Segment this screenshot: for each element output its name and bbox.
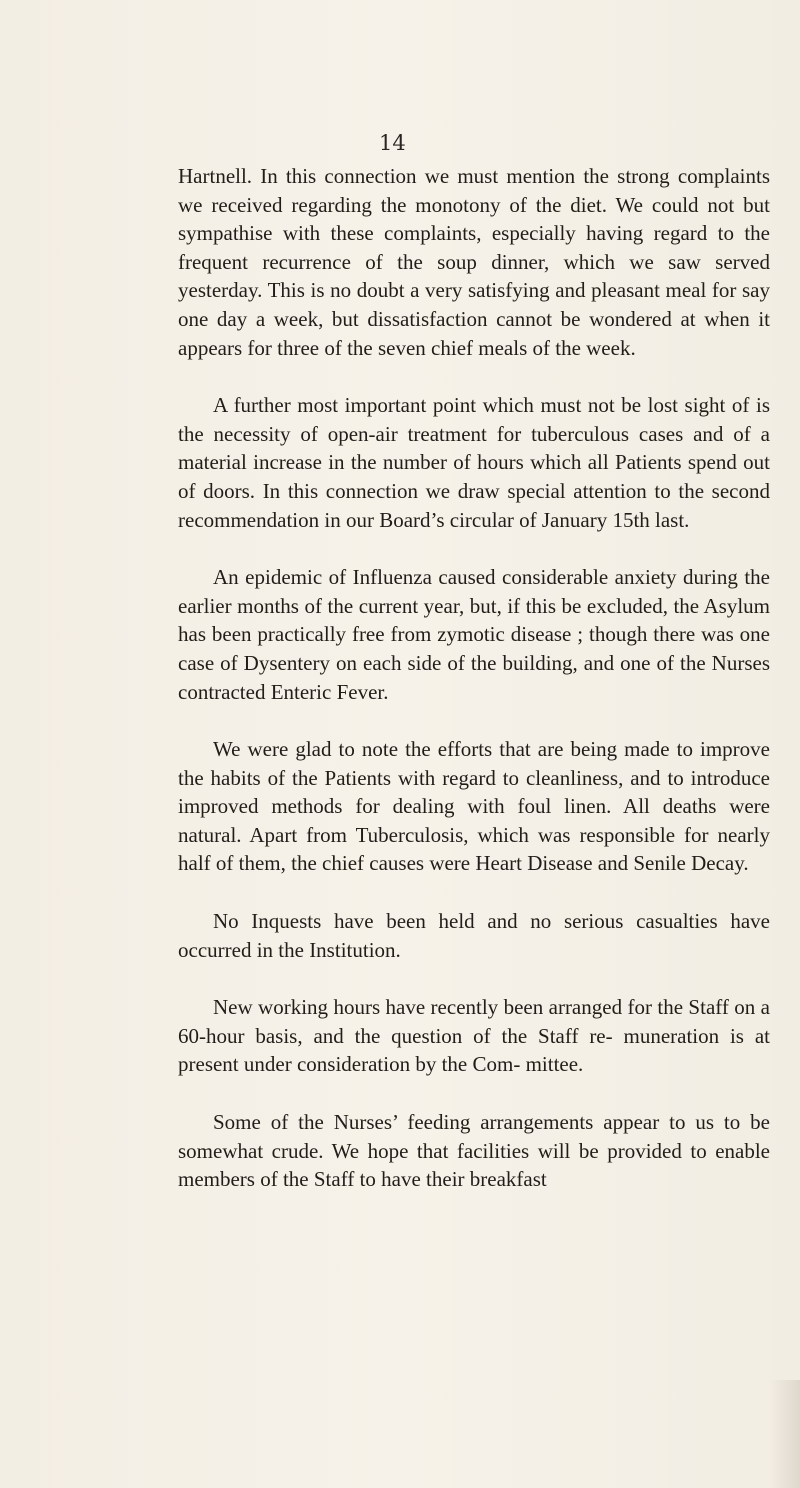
page-edge-shadow: [770, 1380, 800, 1488]
paragraph-open-air-treatment: A further most important point which must not be lost sight of is the necessity of open-air treatment for tuberculous cases and of a material increase in the number of hours which all Patients spend out of doors. In this connection we draw special attention to the second recommendation in our Board’s circular of January 15th last.: [178, 393, 770, 532]
paragraph-influenza-epidemic: An epidemic of Influenza caused considerable anxiety during the earlier months of the current year, but, if this be excluded, the Asylum has been practically free from zymotic disease ; though there was one case of Dysentery on each side of the building, and one of the Nurses contracted Enteric Fever.: [178, 565, 770, 704]
paragraph-inquests: No Inquests have been held and no serious casualties have occurred in the Institution.: [178, 909, 770, 962]
paragraph-cleanliness-deaths: We were glad to note the efforts that are being made to improve the habits of the Patients with regard to cleanliness, and to introduce improved methods for dealing with foul linen. All deaths were natural. Apart from Tuberculosis, which was responsible for nearly half of them, the chief causes were Heart Disease and Senile Decay.: [178, 737, 770, 876]
page-number: 14: [379, 131, 406, 155]
paragraph-working-hours: New working hours have recently been arranged for the Staff on a 60-hour basis, and the question of the Staff re- muneration is at present under consideration by the Com- mittee.: [178, 995, 770, 1077]
paragraph-continuation: Hartnell. In this connection we must mention the strong complaints we received regarding the monotony of the diet. We could not but sympathise with these complaints, especially having regard to the frequent recurrence of the soup dinner, which we saw served yesterday. This is no doubt a very satisfying and pleasant meal for say one day a week, but dissatisfaction cannot be wondered at when it appears for three of the seven chief meals of the week.: [178, 164, 770, 360]
paragraph-nurses-feeding: Some of the Nurses’ feeding arrangements appear to us to be somewhat crude. We hope that facilities will be provided to enable members of the Staff to have their breakfast: [178, 1110, 770, 1192]
body-text: [178, 162, 770, 1194]
